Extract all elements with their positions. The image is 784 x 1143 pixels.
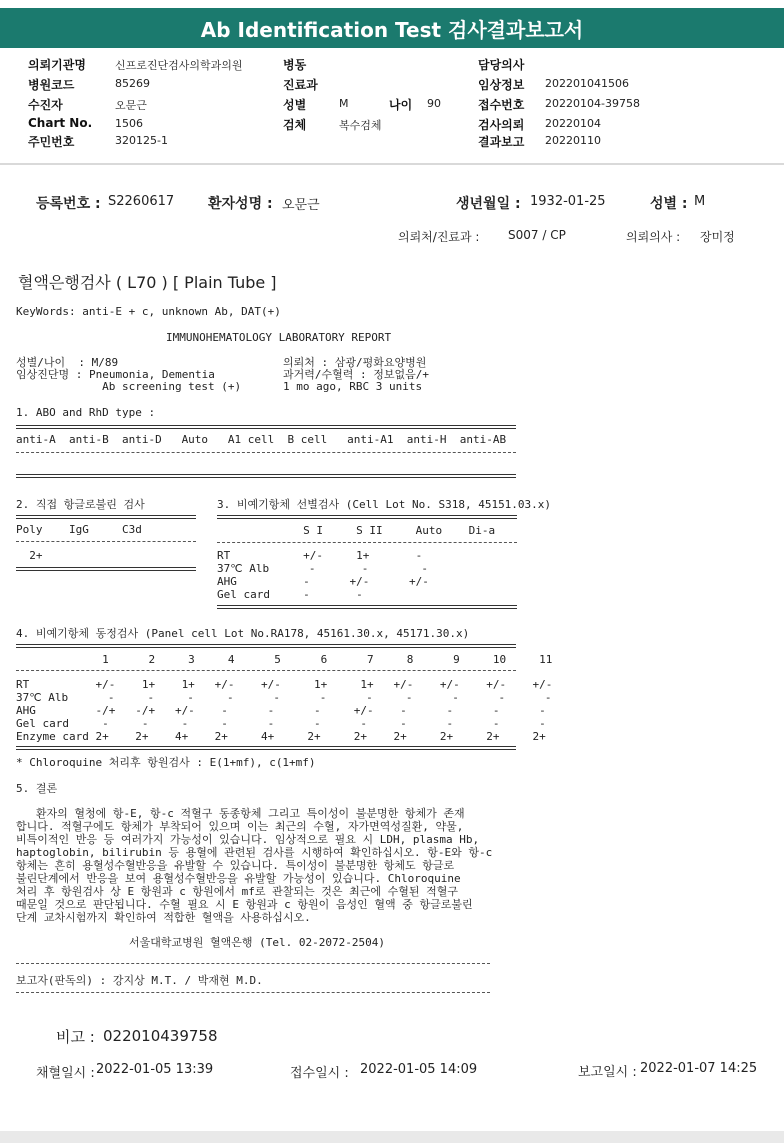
result-date-value: 20220110 bbox=[545, 134, 601, 147]
result-date-label: 결과보고 bbox=[478, 135, 525, 149]
sec4-rule-top bbox=[16, 644, 516, 648]
sec4-rule-mid bbox=[16, 670, 516, 671]
info-history: 과거력/수혈력 : 정보없음/+ bbox=[283, 368, 429, 381]
patient-sex-label: 성별 : bbox=[650, 196, 688, 212]
sec3-row-rt: RT +/- 1+ - bbox=[217, 549, 423, 562]
sex-label: 성별 bbox=[283, 98, 307, 112]
ordering-doctor-label: 의뢰의사 : bbox=[626, 230, 681, 244]
patient-name-value: 오문근 bbox=[282, 198, 320, 213]
info-requester: 의뢰처 : 삼광/평화요양병원 bbox=[283, 356, 427, 369]
sec1-rule-mid bbox=[16, 452, 516, 453]
info-sex-age: 성별/나이 : M/89 bbox=[16, 356, 119, 369]
patient-name-label: 환자성명 : bbox=[208, 196, 273, 212]
sec2-header: Poly IgG C3d bbox=[16, 523, 142, 536]
sec2-value: 2+ bbox=[16, 549, 43, 562]
receipt-no-value: 20220104-39758 bbox=[545, 97, 640, 110]
page-bottom-band bbox=[0, 1131, 784, 1143]
sec2-rule-top bbox=[16, 515, 196, 519]
specimen-value: 복수검체 bbox=[339, 119, 382, 132]
report-heading: IMMUNOHEMATOLOGY LABORATORY REPORT bbox=[166, 331, 392, 344]
sec1-rule-bottom bbox=[16, 474, 516, 478]
ordering-doctor-value: 장미정 bbox=[700, 230, 735, 244]
collect-time-label: 채혈일시 : bbox=[36, 1066, 95, 1081]
keywords: KeyWords: anti-E + c, unknown Ab, DAT(+) bbox=[16, 305, 281, 318]
clinical-info-label: 임상정보 bbox=[478, 78, 525, 92]
request-date-value: 20220104 bbox=[545, 117, 601, 130]
institution-label: 의뢰기관명 bbox=[28, 58, 86, 72]
info-history-2: 1 mo ago, RBC 3 units bbox=[283, 380, 423, 393]
patient-sex-value: M bbox=[694, 194, 706, 209]
hospital-code-label: 병원코드 bbox=[28, 78, 75, 92]
institution-value: 신프로진단검사의학과의원 bbox=[115, 59, 243, 72]
reporter: 보고자(판독의) : 강지상 M.T. / 박재현 M.D. bbox=[16, 974, 263, 987]
sec1-rule-top bbox=[16, 425, 516, 429]
sec3-rule-top bbox=[217, 515, 517, 519]
sec4-row-enzyme: Enzyme card 2+ 2+ 4+ 2+ 4+ 2+ 2+ 2+ 2+ 2+ 2+ bbox=[16, 730, 546, 743]
info-diagnosis-2: Ab screening test (+) bbox=[16, 380, 242, 393]
info-diagnosis: 임상진단명 : Pneumonia, Dementia bbox=[16, 368, 215, 381]
test-title: 혈액은행검사 ( L70 ) [ Plain Tube ] bbox=[18, 273, 277, 292]
report-time-value: 2022-01-07 14:25 bbox=[640, 1061, 758, 1076]
remark-value: 022010439758 bbox=[103, 1027, 218, 1045]
ordering-dept-label: 의뢰처/진료과 : bbox=[398, 230, 480, 244]
report-time-label: 보고일시 : bbox=[578, 1065, 637, 1080]
sec1-header: anti-A anti-B anti-D Auto A1 cell B cell anti-A1 anti-H anti-AB bbox=[16, 433, 507, 446]
dob-value: 1932-01-25 bbox=[530, 194, 606, 209]
sec4-row-ahg: AHG -/+ -/+ +/- - - - +/- - - - - bbox=[16, 704, 546, 717]
dob-label: 생년월일 : bbox=[456, 196, 521, 212]
conclusion-line-3: 비특이적인 반응 등 여러가지 가능성이 있습니다. 임상적으로 필요 시 LDH, plasma Hb, bbox=[16, 833, 480, 846]
hospital-code-value: 85269 bbox=[115, 77, 150, 90]
blood-bank-contact: 서울대학교병원 혈액은행 (Tel. 02-2072-2504) bbox=[129, 936, 385, 949]
department-label: 진료과 bbox=[283, 78, 318, 92]
sec3-header: S I S II Auto Di-a bbox=[217, 524, 496, 537]
age-value: 90 bbox=[427, 97, 441, 110]
sec2-rule-mid bbox=[16, 541, 196, 542]
conclusion-line-8: 때문일 것으로 판단됩니다. 수혈 필요 시 E 항원과 c 항원이 음성인 혈액 중 항글로불린 bbox=[16, 898, 473, 911]
report-title: Ab Identification Test 검사결과보고서 bbox=[0, 8, 784, 48]
conclusion-line-1: 환자의 혈청에 항-E, 항-c 적혈구 동종항체 그리고 특이성이 불분명한 항체가 존재 bbox=[16, 807, 465, 820]
conclusion-line-4: haptoglobin, bilirubin 등 용혈에 관련된 검사를 시행하여 확인하십시오. 항-E와 항-c bbox=[16, 846, 493, 859]
sec3-rule-bottom bbox=[217, 605, 517, 609]
reg-no-value: S2260617 bbox=[108, 194, 175, 209]
sec5-title: 5. 결론 bbox=[16, 782, 58, 795]
sec3-row-ahg: AHG - +/- +/- bbox=[217, 575, 429, 588]
sec2-title: 2. 직접 항글로불린 검사 bbox=[16, 498, 145, 511]
receipt-no-label: 접수번호 bbox=[478, 98, 525, 112]
resident-no-label: 주민번호 bbox=[28, 135, 75, 149]
sec3-rule-mid bbox=[217, 542, 517, 543]
clinical-info-value: 202201041506 bbox=[545, 77, 629, 90]
resident-no-value: 320125-1 bbox=[115, 134, 168, 147]
receive-time-value: 2022-01-05 14:09 bbox=[360, 1062, 478, 1077]
chart-no-label: Chart No. bbox=[28, 116, 93, 130]
patient-value: 오문근 bbox=[115, 99, 147, 112]
sec4-row-gel: Gel card - - - - - - - - - - - bbox=[16, 717, 546, 730]
physician-label: 담당의사 bbox=[478, 58, 525, 72]
sec1-title: 1. ABO and RhD type : bbox=[16, 406, 156, 419]
receive-time-label: 접수일시 : bbox=[290, 1066, 349, 1081]
sec3-row-gel: Gel card - - bbox=[217, 588, 363, 601]
ward-label: 병동 bbox=[283, 58, 307, 72]
reg-no-label: 등록번호 : bbox=[36, 196, 101, 212]
reporter-rule-top bbox=[16, 963, 490, 964]
request-date-label: 검사의뢰 bbox=[478, 118, 525, 132]
collect-time-value: 2022-01-05 13:39 bbox=[96, 1062, 214, 1077]
conclusion-line-7: 처리 후 항원검사 상 E 항원과 c 항원에서 mf로 관찰되는 것은 최근에 수혈된 적혈구 bbox=[16, 885, 458, 898]
specimen-label: 검체 bbox=[283, 118, 307, 132]
sec4-row-rt: RT +/- 1+ 1+ +/- +/- 1+ 1+ +/- +/- +/- +/- bbox=[16, 678, 553, 691]
sec4-title: 4. 비예기항체 동정검사 (Panel cell Lot No.RA178, 45161.30.x, 45171.30.x) bbox=[16, 627, 470, 640]
chloroquine-note: * Chloroquine 처리후 항원검사 : E(1+mf), c(1+mf) bbox=[16, 756, 316, 769]
sec4-row-alb: 37℃ Alb - - - - - - - - - - - bbox=[16, 691, 552, 704]
sec3-row-alb: 37℃ Alb - - - bbox=[217, 562, 429, 575]
sec4-header: 1 2 3 4 5 6 7 8 9 10 11 bbox=[16, 653, 553, 666]
ordering-dept-value: S007 / CP bbox=[508, 228, 566, 242]
sec3-title: 3. 비예기항체 선별검사 (Cell Lot No. S318, 45151.03.x) bbox=[217, 498, 552, 511]
conclusion-line-6: 불린단계에서 반응을 보여 용혈성수혈반응을 유발할 가능성이 있습니다. Chloroquine bbox=[16, 872, 461, 885]
sex-value: M bbox=[339, 97, 349, 110]
conclusion-line-2: 합니다. 적혈구에도 항체가 부착되어 있으며 이는 최근의 수혈, 자가면역성질환, 약물, bbox=[16, 820, 464, 833]
reporter-rule-bottom bbox=[16, 992, 490, 993]
sec2-rule-bottom bbox=[16, 567, 196, 571]
remark-label: 비고 : bbox=[56, 1028, 95, 1046]
conclusion-line-5: 항체는 흔히 용혈성수혈반응을 유발할 수 있습니다. 특이성이 불분명한 항체도 항글로 bbox=[16, 859, 455, 872]
age-label: 나이 bbox=[389, 98, 413, 112]
chart-no-value: 1506 bbox=[115, 117, 143, 130]
header-divider bbox=[0, 163, 784, 165]
sec4-rule-bottom bbox=[16, 746, 516, 750]
conclusion-line-9: 단계 교차시험까지 확인하여 적합한 혈액을 사용하십시오. bbox=[16, 911, 311, 924]
patient-label: 수진자 bbox=[28, 98, 63, 112]
